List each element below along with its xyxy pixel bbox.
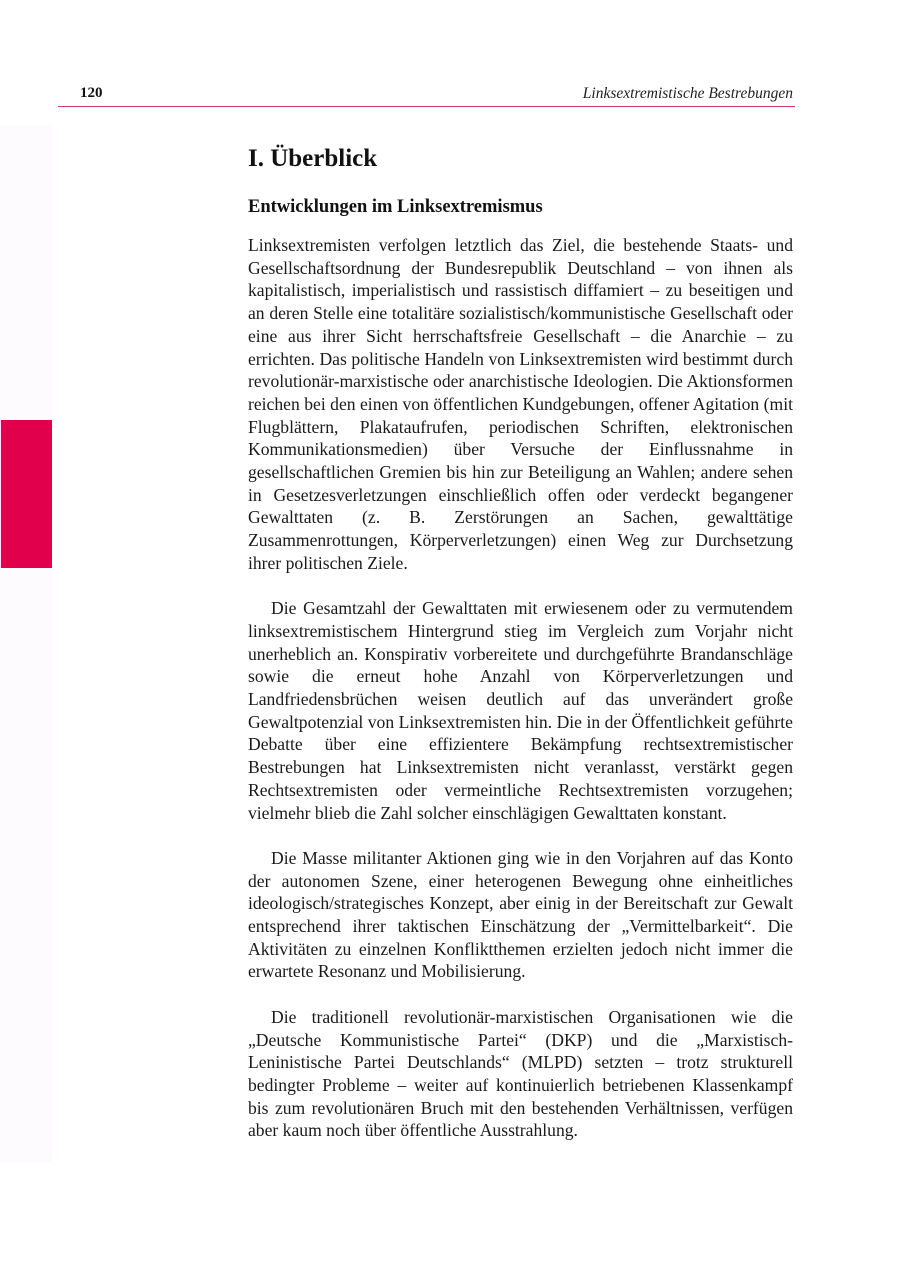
section-title: Entwicklungen im Linksextremismus bbox=[248, 197, 543, 217]
running-title: Linksextremistische Bestrebungen bbox=[582, 85, 793, 102]
chapter-title: I. Überblick bbox=[248, 145, 378, 172]
page-header bbox=[58, 84, 795, 107]
paragraph-3: Die Masse militanter Aktionen ging wie in den Vorjahren auf das Konto der autonomen Szene, einer heterogenen Bewegung ohne einheitliches ideologisch/strategisches Konzept, aber einig in der Bereitschaft zur Gewalt entsprechend ihrer taktischen Einschätzung der „Vermittelbarkeit“. Die Aktivitäten zu einzelnen Konfliktthemen erzielten jedoch nicht immer die erwartete Resonanz und Mobilisierung. bbox=[248, 847, 793, 982]
paragraph-2: Die Gesamtzahl der Gewalttaten mit erwiesenem oder zu vermutendem linksextremistischem Hintergrund stieg im Vergleich zum Vorjahr nicht unerheblich an. Konspirativ vorbereitete und durchgeführte Brandanschläge sowie die erneut hohe Anzahl von Körperverletzungen und Landfriedensbrüchen weisen deutlich auf das unverändert große Gewaltpotenzial von Linksextremisten hin. Die in der Öffentlichkeit geführte Debatte über eine effizientere Bekämpfung rechtsextremistischer Bestrebungen hat Linksextremisten nicht veranlasst, verstärkt gegen Rechtsextremisten oder vermeintliche Rechtsextremisten vorzugehen; vielmehr blieb die Zahl solcher einschlägigen Gewalttaten konstant. bbox=[248, 598, 793, 823]
page-number: 120 bbox=[80, 85, 103, 101]
paragraph-4: Die traditionell revolutionär-marxistischen Organisationen wie die „Deutsche Kommunistische Partei“ (DKP) und die „Marxistisch-Leninistische Partei Deutschlands“ (MLPD) setzten – trotz strukturell bedingter Probleme – weiter auf kontinuierlich betriebenen Klassenkampf bis zum revolutionären Bruch mit den bestehenden Verhältnissen, verfügen aber kaum noch über öffentliche Ausstrahlung. bbox=[248, 1006, 793, 1141]
margin-strip bbox=[0, 125, 52, 1162]
page-content bbox=[248, 142, 793, 1142]
paragraph-1: Linksextremisten verfolgen letztlich das Ziel, die bestehende Staats- und Gesellschaftsordnung der Bundesrepublik Deutschland – von ihnen als kapitalistisch, imperialistisch und rassistisch diffamiert – zu beseitigen und an deren Stelle eine totalitäre sozialistisch/kommunistische Gesellschaft oder eine aus ihrer Sicht herrschaftsfreie Gesellschaft – die Anarchie – zu errichten. Das politische Handeln von Linksextremisten wird bestimmt durch revolutionär-marxistische oder anarchistische Ideologien. Die Aktionsformen reichen bei den einen von öffentlichen Kundgebungen, offener Agitation (mit Flugblättern, Plakataufrufen, periodischen Schriften, elektronischen Kommunikationsmedien) über Versuche der Einflussnahme in gesellschaftlichen Gremien bis hin zur Beteiligung an Wahlen; andere sehen in Gesetzesverletzungen einschließlich offen oder verdeckt begangener Gewalttaten (z. B. Zerstörungen an Sachen, gewalttätige Zusammenrottungen, Körperverletzungen) einen Weg zur Durchsetzung ihrer politischen Ziele. bbox=[248, 235, 793, 573]
chapter-thumb-tab bbox=[1, 420, 52, 568]
